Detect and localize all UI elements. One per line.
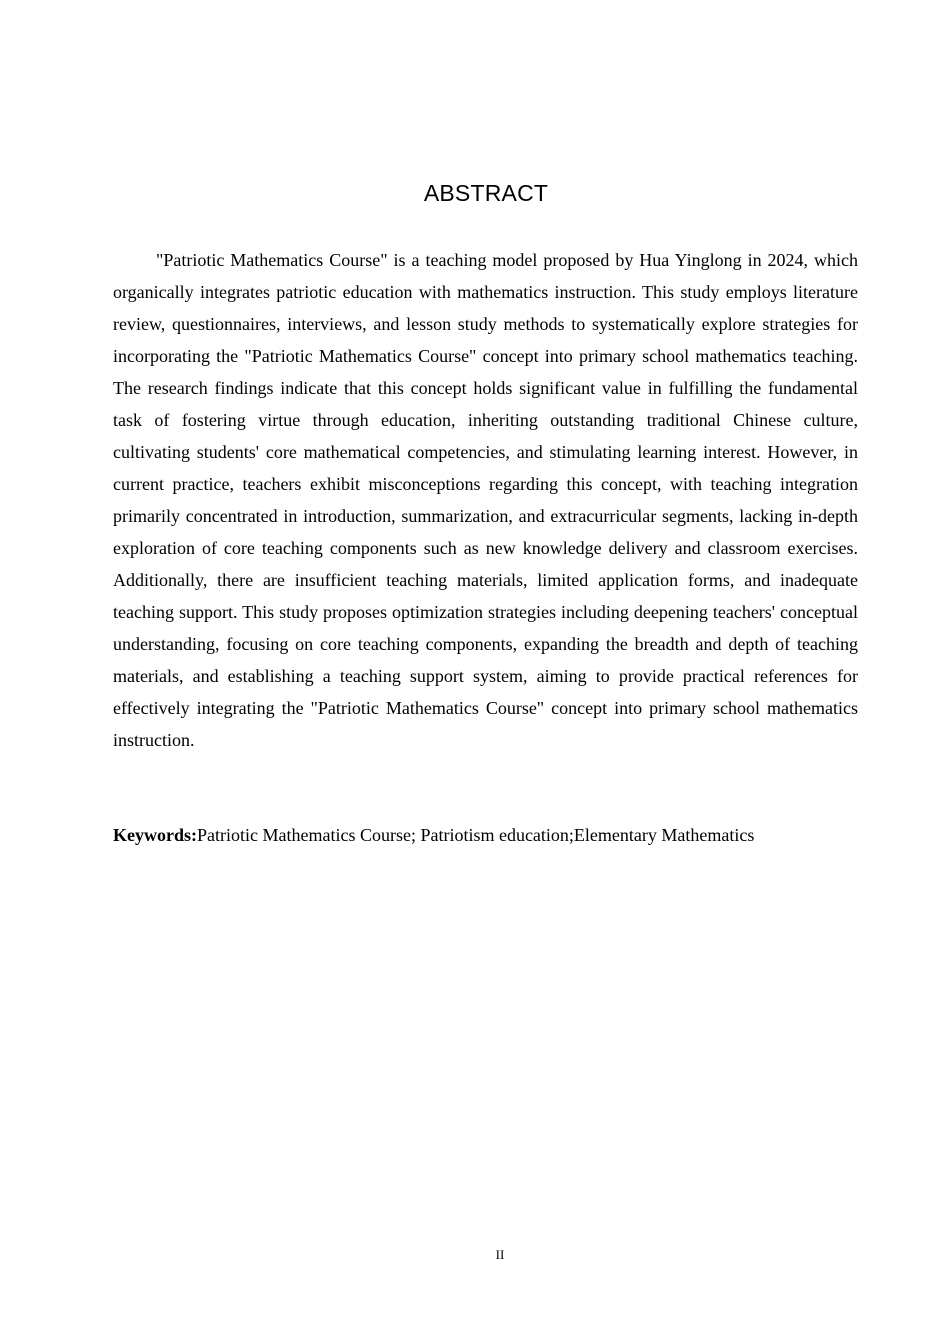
keywords-label: Keywords: [113, 825, 197, 845]
abstract-title: ABSTRACT [423, 180, 549, 206]
keywords-text: Patriotic Mathematics Course; Patriotism education;Elementary Mathematics [197, 825, 755, 845]
keywords-line [113, 819, 858, 851]
abstract-paragraph: "Patriotic Mathematics Course" is a teaching model proposed by Hua Yinglong in 2024, which organically integrates patriotic education with mathematics instruction. This study employs literature review, questionnaires, interviews, and lesson study methods to systematically explore strategies for incorporating the "Patriotic Mathematics Course" concept into primary school mathematics teaching. The research findings indicate that this concept holds significant value in fulfilling the fundamental task of fostering virtue through education, inheriting outstanding traditional Chinese culture, cultivating students' core mathematical competencies, and stimulating learning interest. However, in current practice, teachers exhibit misconceptions regarding this concept, with teaching integration primarily concentrated in introduction, summarization, and extracurricular segments, lacking in-depth exploration of core teaching components such as new knowledge delivery and classroom exercises. Additionally, there are insufficient teaching materials, limited application forms, and inadequate teaching support. This study proposes optimization strategies including deepening teachers' conceptual understanding, focusing on core teaching components, expanding the breadth and depth of teaching materials, and establishing a teaching support system, aiming to provide practical references for effectively integrating the "Patriotic Mathematics Course" concept into primary school mathematics instruction. [113, 250, 858, 750]
page-number: II [495, 1247, 505, 1262]
